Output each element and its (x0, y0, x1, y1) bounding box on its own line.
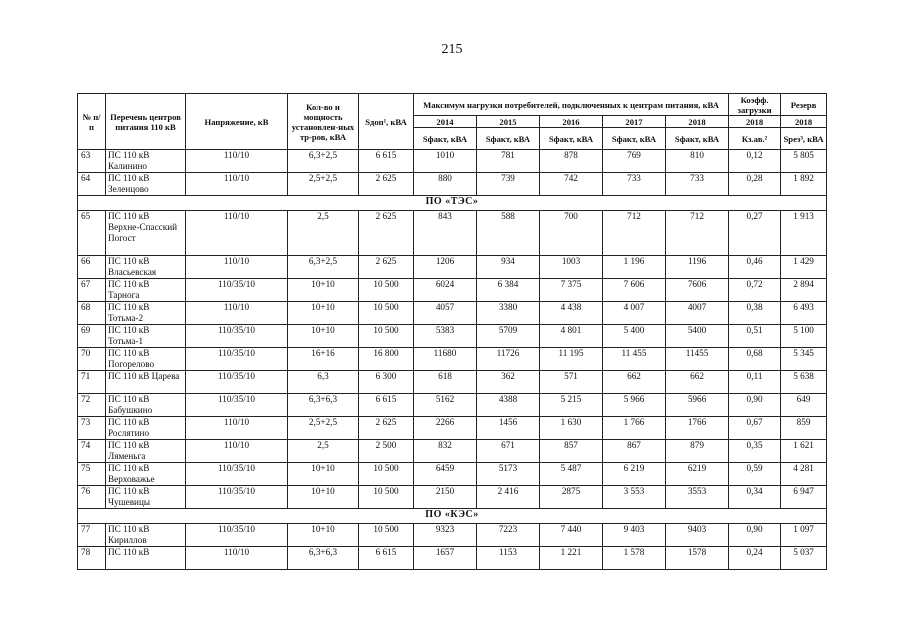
cell-load-2015: 588 (477, 211, 540, 256)
cell-reserve: 1 913 (781, 211, 827, 256)
cell-load-2018: 9403 (666, 524, 729, 547)
cell-num: 74 (78, 440, 106, 463)
cell-voltage: 110/10 (186, 150, 288, 173)
cell-sdop: 2 625 (359, 211, 414, 256)
cell-num: 71 (78, 371, 106, 394)
table-row (78, 463, 827, 486)
cell-substation-name: ПС 110 кВ Тотьма-2 (106, 302, 186, 325)
table-row (78, 302, 827, 325)
cell-reserve: 5 037 (781, 547, 827, 570)
cell-reserve: 859 (781, 417, 827, 440)
cell-load-2016: 2875 (540, 486, 603, 509)
cell-load-2018: 712 (666, 211, 729, 256)
table-row (78, 279, 827, 302)
cell-load-2017: 712 (603, 211, 666, 256)
cell-load-2017: 3 553 (603, 486, 666, 509)
cell-coef: 0,11 (729, 371, 781, 394)
cell-sdop: 2 625 (359, 173, 414, 196)
cell-substation-name: ПС 110 кВ Погорелово (106, 348, 186, 371)
cell-substation-name: ПС 110 кВ Тотьма-1 (106, 325, 186, 348)
cell-load-2014: 618 (414, 371, 477, 394)
cell-load-2016: 1 630 (540, 417, 603, 440)
table-row (78, 524, 827, 547)
header-year: 2018 (666, 116, 729, 128)
cell-voltage: 110/10 (186, 256, 288, 279)
cell-load-2017: 5 966 (603, 394, 666, 417)
cell-voltage: 110/35/10 (186, 348, 288, 371)
cell-reserve: 1 892 (781, 173, 827, 196)
cell-load-2016: 571 (540, 371, 603, 394)
cell-load-2014: 6459 (414, 463, 477, 486)
cell-substation-name: ПС 110 кВ Кириллов (106, 524, 186, 547)
cell-coef: 0,27 (729, 211, 781, 256)
cell-load-2014: 2150 (414, 486, 477, 509)
cell-load-2016: 1003 (540, 256, 603, 279)
cell-transformers: 10+10 (288, 279, 359, 302)
cell-load-2016: 11 195 (540, 348, 603, 371)
cell-load-2016: 700 (540, 211, 603, 256)
cell-load-2015: 671 (477, 440, 540, 463)
cell-load-2015: 6 384 (477, 279, 540, 302)
cell-transformers: 6,3+6,3 (288, 394, 359, 417)
cell-transformers: 2,5+2,5 (288, 417, 359, 440)
header-max-load: Максимум нагрузки потребителей, подключенных к центрам питания, кВА (414, 94, 729, 116)
cell-voltage: 110/35/10 (186, 279, 288, 302)
cell-load-2015: 362 (477, 371, 540, 394)
cell-coef: 0,90 (729, 524, 781, 547)
cell-coef: 0,38 (729, 302, 781, 325)
cell-load-2018: 810 (666, 150, 729, 173)
cell-substation-name: ПС 110 кВ (106, 547, 186, 570)
table-row (78, 440, 827, 463)
cell-load-2016: 5 215 (540, 394, 603, 417)
cell-load-2016: 878 (540, 150, 603, 173)
cell-reserve: 1 621 (781, 440, 827, 463)
cell-transformers: 6,3+6,3 (288, 547, 359, 570)
cell-load-2017: 11 455 (603, 348, 666, 371)
table-row (78, 371, 827, 394)
cell-sdop: 10 500 (359, 463, 414, 486)
cell-load-2014: 5162 (414, 394, 477, 417)
cell-reserve: 5 345 (781, 348, 827, 371)
table-row (78, 394, 827, 417)
cell-load-2016: 7 375 (540, 279, 603, 302)
cell-load-2014: 11680 (414, 348, 477, 371)
cell-substation-name: ПС 110 кВ Власьевская (106, 256, 186, 279)
table-body-section (78, 211, 827, 509)
cell-num: 72 (78, 394, 106, 417)
header-year: 2016 (540, 116, 603, 128)
cell-load-2017: 6 219 (603, 463, 666, 486)
cell-num: 66 (78, 256, 106, 279)
header-sfact: Sфакт, кВА (540, 128, 603, 150)
cell-sdop: 16 800 (359, 348, 414, 371)
cell-load-2014: 2266 (414, 417, 477, 440)
cell-transformers: 10+10 (288, 302, 359, 325)
header-sres: Sрез³, кВА (781, 128, 827, 150)
cell-coef: 0,34 (729, 486, 781, 509)
cell-reserve: 649 (781, 394, 827, 417)
cell-load-2018: 7606 (666, 279, 729, 302)
table-row (78, 348, 827, 371)
cell-voltage: 110/35/10 (186, 371, 288, 394)
cell-voltage: 110/10 (186, 302, 288, 325)
cell-transformers: 2,5 (288, 440, 359, 463)
cell-sdop: 6 615 (359, 394, 414, 417)
cell-transformers: 2,5+2,5 (288, 173, 359, 196)
header-num: № п/п (78, 94, 106, 150)
cell-substation-name: ПС 110 кВ Бабушкино (106, 394, 186, 417)
cell-num: 70 (78, 348, 106, 371)
cell-sdop: 6 615 (359, 547, 414, 570)
cell-load-2016: 7 440 (540, 524, 603, 547)
cell-load-2016: 5 487 (540, 463, 603, 486)
cell-coef: 0,72 (729, 279, 781, 302)
cell-load-2016: 4 438 (540, 302, 603, 325)
cell-load-2018: 1578 (666, 547, 729, 570)
cell-transformers: 6,3+2,5 (288, 256, 359, 279)
cell-reserve: 1 097 (781, 524, 827, 547)
header-sfact: Sфакт, кВА (666, 128, 729, 150)
cell-load-2018: 6219 (666, 463, 729, 486)
cell-load-2018: 879 (666, 440, 729, 463)
cell-voltage: 110/35/10 (186, 463, 288, 486)
cell-coef: 0,68 (729, 348, 781, 371)
cell-coef: 0,35 (729, 440, 781, 463)
header-kz: Кз.ав.² (729, 128, 781, 150)
table-row (78, 325, 827, 348)
cell-reserve: 2 894 (781, 279, 827, 302)
cell-transformers: 16+16 (288, 348, 359, 371)
cell-reserve: 4 281 (781, 463, 827, 486)
cell-substation-name: ПС 110 кВ Ляменьга (106, 440, 186, 463)
cell-load-2015: 11726 (477, 348, 540, 371)
cell-load-2017: 733 (603, 173, 666, 196)
cell-substation-name: ПС 110 кВ Верховажье (106, 463, 186, 486)
cell-load-2017: 1 578 (603, 547, 666, 570)
table-row (78, 211, 827, 256)
cell-substation-name: ПС 110 кВ Зеленцово (106, 173, 186, 196)
cell-load-2017: 1 766 (603, 417, 666, 440)
cell-load-2015: 2 416 (477, 486, 540, 509)
cell-load-2017: 1 196 (603, 256, 666, 279)
cell-sdop: 6 615 (359, 150, 414, 173)
cell-num: 76 (78, 486, 106, 509)
table-row (78, 486, 827, 509)
cell-coef: 0,59 (729, 463, 781, 486)
cell-load-2018: 5400 (666, 325, 729, 348)
cell-load-2015: 5173 (477, 463, 540, 486)
cell-coef: 0,28 (729, 173, 781, 196)
cell-load-2016: 1 221 (540, 547, 603, 570)
header-reserve-year: 2018 (781, 116, 827, 128)
table-row (78, 417, 827, 440)
table-body-section (78, 524, 827, 570)
cell-voltage: 110/35/10 (186, 394, 288, 417)
cell-load-2015: 5709 (477, 325, 540, 348)
table-row (78, 173, 827, 196)
table-row (78, 150, 827, 173)
header-name: Перечень центров питания 110 кВ (106, 94, 186, 150)
cell-substation-name: ПС 110 кВ Верхне-Спасский Погост (106, 211, 186, 256)
header-sdop: Sдоп¹, кВА (359, 94, 414, 150)
cell-num: 78 (78, 547, 106, 570)
table-body-section (78, 150, 827, 196)
cell-reserve: 5 638 (781, 371, 827, 394)
cell-load-2018: 733 (666, 173, 729, 196)
cell-load-2017: 7 606 (603, 279, 666, 302)
cell-load-2018: 662 (666, 371, 729, 394)
cell-load-2014: 6024 (414, 279, 477, 302)
cell-load-2015: 781 (477, 150, 540, 173)
header-coef-year: 2018 (729, 116, 781, 128)
cell-transformers: 10+10 (288, 325, 359, 348)
group-row-section (78, 196, 827, 211)
cell-substation-name: ПС 110 кВ Тарнога (106, 279, 186, 302)
table-header (78, 94, 827, 150)
cell-coef: 0,12 (729, 150, 781, 173)
group-row-kes (78, 509, 827, 524)
cell-coef: 0,67 (729, 417, 781, 440)
table-row (78, 547, 827, 570)
header-year: 2015 (477, 116, 540, 128)
header-sfact: Sфакт, кВА (603, 128, 666, 150)
cell-reserve: 1 429 (781, 256, 827, 279)
cell-load-2014: 1010 (414, 150, 477, 173)
cell-voltage: 110/10 (186, 547, 288, 570)
group-row-tes (78, 196, 827, 211)
cell-num: 65 (78, 211, 106, 256)
cell-transformers: 10+10 (288, 524, 359, 547)
cell-load-2017: 769 (603, 150, 666, 173)
cell-load-2018: 3553 (666, 486, 729, 509)
group-label: ПО «КЭС» (78, 509, 827, 524)
cell-sdop: 10 500 (359, 302, 414, 325)
page-number: 215 (441, 42, 463, 57)
cell-transformers: 6,3 (288, 371, 359, 394)
cell-load-2018: 11455 (666, 348, 729, 371)
cell-load-2015: 1153 (477, 547, 540, 570)
cell-load-2014: 4057 (414, 302, 477, 325)
cell-sdop: 10 500 (359, 486, 414, 509)
cell-load-2014: 880 (414, 173, 477, 196)
cell-voltage: 110/10 (186, 211, 288, 256)
header-sfact: Sфакт, кВА (477, 128, 540, 150)
cell-substation-name: ПС 110 кВ Рослятино (106, 417, 186, 440)
cell-transformers: 10+10 (288, 486, 359, 509)
cell-load-2014: 9323 (414, 524, 477, 547)
cell-substation-name: ПС 110 кВ Чушевицы (106, 486, 186, 509)
cell-load-2017: 9 403 (603, 524, 666, 547)
cell-load-2016: 4 801 (540, 325, 603, 348)
cell-load-2018: 4007 (666, 302, 729, 325)
cell-num: 67 (78, 279, 106, 302)
cell-substation-name: ПС 110 кВ Калинино (106, 150, 186, 173)
header-sfact: Sфакт, кВА (414, 128, 477, 150)
cell-reserve: 6 947 (781, 486, 827, 509)
cell-sdop: 6 300 (359, 371, 414, 394)
cell-load-2017: 867 (603, 440, 666, 463)
cell-coef: 0,51 (729, 325, 781, 348)
cell-reserve: 5 805 (781, 150, 827, 173)
header-coef: Коэфф. загрузки (729, 94, 781, 116)
header-year: 2017 (603, 116, 666, 128)
cell-load-2018: 1196 (666, 256, 729, 279)
cell-sdop: 2 625 (359, 417, 414, 440)
cell-voltage: 110/35/10 (186, 325, 288, 348)
cell-load-2014: 832 (414, 440, 477, 463)
cell-voltage: 110/35/10 (186, 524, 288, 547)
group-row-section (78, 509, 827, 524)
cell-load-2015: 7223 (477, 524, 540, 547)
cell-sdop: 10 500 (359, 524, 414, 547)
cell-load-2018: 5966 (666, 394, 729, 417)
cell-load-2014: 5383 (414, 325, 477, 348)
cell-coef: 0,46 (729, 256, 781, 279)
table-row (78, 256, 827, 279)
cell-transformers: 2,5 (288, 211, 359, 256)
cell-substation-name: ПС 110 кВ Царева (106, 371, 186, 394)
cell-num: 64 (78, 173, 106, 196)
cell-load-2016: 742 (540, 173, 603, 196)
cell-sdop: 2 500 (359, 440, 414, 463)
header-reserve: Резерв (781, 94, 827, 116)
cell-num: 77 (78, 524, 106, 547)
cell-num: 75 (78, 463, 106, 486)
group-label: ПО «ТЭС» (78, 196, 827, 211)
cell-load-2014: 843 (414, 211, 477, 256)
header-transformers: Кол-во и мощность установлен-ных тр-ров, кВА (288, 94, 359, 150)
substation-load-table (77, 93, 827, 570)
cell-load-2016: 857 (540, 440, 603, 463)
cell-load-2014: 1206 (414, 256, 477, 279)
cell-load-2017: 4 007 (603, 302, 666, 325)
header-year: 2014 (414, 116, 477, 128)
cell-sdop: 10 500 (359, 325, 414, 348)
cell-load-2017: 5 400 (603, 325, 666, 348)
cell-load-2015: 739 (477, 173, 540, 196)
header-voltage: Напряжение, кВ (186, 94, 288, 150)
cell-load-2018: 1766 (666, 417, 729, 440)
cell-load-2014: 1657 (414, 547, 477, 570)
cell-voltage: 110/35/10 (186, 486, 288, 509)
cell-load-2015: 934 (477, 256, 540, 279)
cell-num: 73 (78, 417, 106, 440)
cell-coef: 0,24 (729, 547, 781, 570)
cell-voltage: 110/10 (186, 417, 288, 440)
cell-voltage: 110/10 (186, 440, 288, 463)
cell-load-2017: 662 (603, 371, 666, 394)
cell-sdop: 2 625 (359, 256, 414, 279)
cell-transformers: 6,3+2,5 (288, 150, 359, 173)
cell-num: 68 (78, 302, 106, 325)
cell-num: 69 (78, 325, 106, 348)
cell-load-2015: 3380 (477, 302, 540, 325)
cell-reserve: 5 100 (781, 325, 827, 348)
cell-coef: 0,90 (729, 394, 781, 417)
cell-load-2015: 1456 (477, 417, 540, 440)
cell-reserve: 6 493 (781, 302, 827, 325)
cell-num: 63 (78, 150, 106, 173)
cell-voltage: 110/10 (186, 173, 288, 196)
cell-sdop: 10 500 (359, 279, 414, 302)
cell-transformers: 10+10 (288, 463, 359, 486)
cell-load-2015: 4388 (477, 394, 540, 417)
